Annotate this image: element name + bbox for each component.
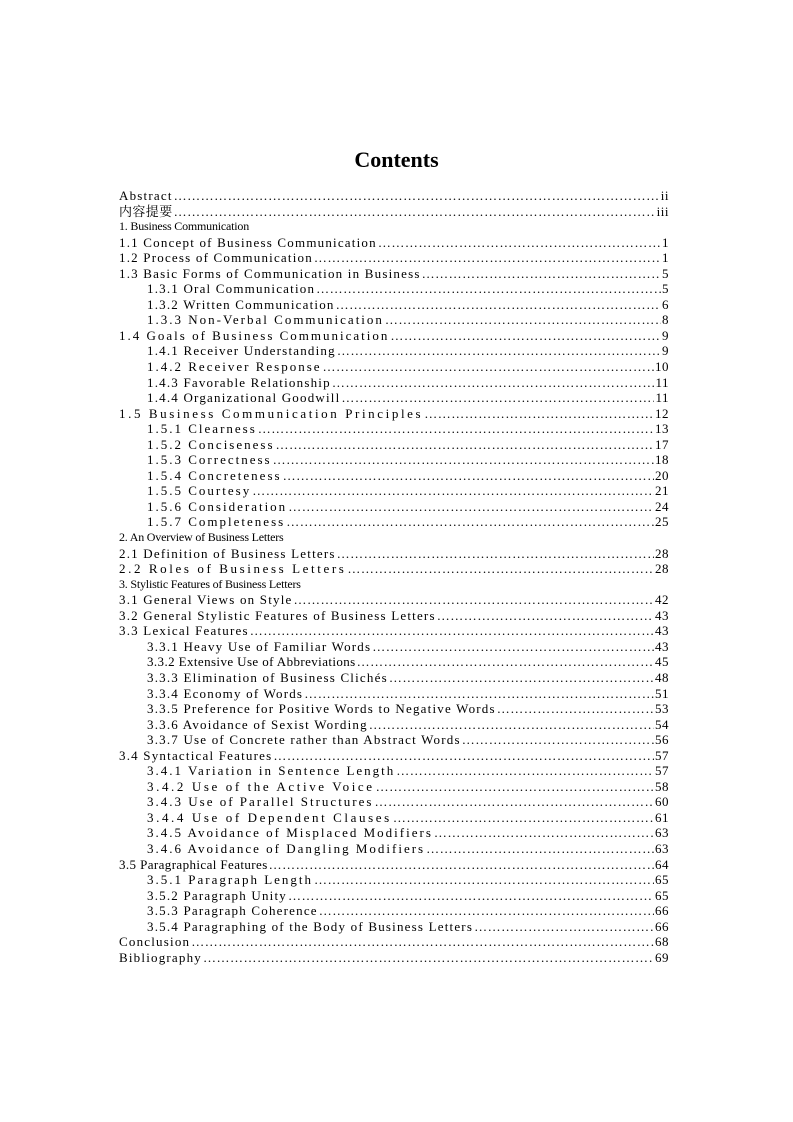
toc-entry-label: 1.4.4 Organizational Goodwill — [147, 390, 341, 406]
toc-entry-page: 25 — [655, 514, 669, 530]
toc-entry-page: 63 — [655, 825, 669, 841]
toc-entry-page: 5 — [662, 281, 669, 297]
toc-entry-page: 66 — [655, 918, 669, 934]
toc-entry-3-3-6[interactable] — [119, 717, 669, 733]
toc-entry-1-1[interactable] — [119, 235, 669, 251]
dot-leader — [323, 359, 654, 375]
toc-entry-label: 2.1 Definition of Business Letters — [119, 545, 336, 561]
toc-entry-3-4-6[interactable] — [119, 841, 669, 857]
toc-entry-label: 1.4.1 Receiver Understanding — [147, 343, 336, 359]
toc-entry-page: 9 — [662, 327, 669, 343]
dot-leader — [174, 204, 656, 220]
chapter-heading-1[interactable]: 1. Business Communication — [119, 219, 250, 234]
toc-entry-label: 1.5.7 Completeness — [147, 514, 286, 530]
toc-entry-1-4-3[interactable] — [119, 375, 669, 391]
toc-entry-label: 3.3.1 Heavy Use of Familiar Words — [147, 638, 372, 654]
page-title: Contents — [354, 147, 439, 172]
toc-entry-page: 17 — [655, 436, 669, 452]
toc-entry-label: 3.4 Syntactical Features — [119, 747, 273, 763]
toc-entry-page: 61 — [655, 809, 669, 825]
dot-leader — [283, 468, 654, 484]
dot-leader — [422, 266, 661, 282]
toc-entry-page: 1 — [662, 250, 669, 266]
dot-leader — [390, 328, 661, 344]
toc-entry-3-5-4[interactable] — [119, 919, 669, 935]
toc-entry-label: 3.5 Paragraphical Features — [119, 856, 268, 872]
toc-entry-3-3-4[interactable] — [119, 686, 669, 702]
toc-entry-label: 3.5.3 Paragraph Coherence — [147, 903, 318, 919]
toc-entry-label: 1.5.5 Courtesy — [147, 483, 252, 499]
toc-entry-label: Conclusion — [119, 934, 191, 950]
toc-entry-page: 42 — [655, 592, 669, 608]
dot-leader — [319, 903, 654, 919]
dot-leader — [341, 390, 654, 406]
toc-entry-3-3[interactable] — [119, 623, 669, 639]
toc-entry-page: 10 — [655, 359, 669, 375]
toc-entry-1-4-4[interactable] — [119, 390, 669, 406]
toc-entry-label: 2.2 Roles of Business Letters — [119, 561, 347, 577]
dot-leader — [273, 452, 654, 468]
toc-entry-3-4-3[interactable] — [119, 794, 669, 810]
toc-entry-label: 1.4 Goals of Business Communication — [119, 327, 390, 343]
dot-leader — [286, 514, 654, 530]
toc-entry-label: 3.4.2 Use of the Active Voice — [147, 778, 375, 794]
toc-entry-3-4-5[interactable] — [119, 825, 669, 841]
toc-entry-page: 6 — [662, 296, 669, 312]
toc-entry-page: 21 — [655, 483, 669, 499]
toc-entry-label: 3.1 General Views on Style — [119, 592, 293, 608]
toc-entry-label: 3.3.6 Avoidance of Sexist Wording — [147, 716, 368, 732]
toc-entry-page: 68 — [655, 934, 669, 950]
toc-entry-3-4-2[interactable] — [119, 779, 669, 795]
dot-leader — [203, 950, 654, 966]
toc-entry-label: Abstract — [119, 188, 173, 203]
toc-entry-bibliography[interactable] — [119, 950, 669, 966]
toc-entry-page: 20 — [655, 467, 669, 483]
dot-leader — [474, 919, 654, 935]
toc-entry-page: 64 — [655, 856, 669, 872]
toc-entry-3-4-4[interactable] — [119, 810, 669, 826]
toc-entry-page: 54 — [655, 716, 669, 732]
toc-entry-label: 3.5.1 Paragraph Length — [147, 872, 314, 888]
toc-entry-3-4-1[interactable] — [119, 763, 669, 779]
chapter-heading-2[interactable]: 2. An Overview of Business Letters — [119, 530, 284, 545]
toc-entry-1-5[interactable] — [119, 406, 669, 422]
toc-entry-abstract[interactable] — [119, 188, 669, 204]
toc-entry-label: 内容提要 — [119, 203, 173, 219]
toc-entry-label: 1.4.2 Receiver Response — [147, 359, 322, 375]
toc-entry-page: 9 — [662, 343, 669, 359]
toc-entry-page: 56 — [655, 732, 669, 748]
toc-entry-page: 69 — [655, 949, 669, 965]
toc-entry-1-3[interactable] — [119, 266, 669, 282]
toc-entry-1-5-7[interactable] — [119, 514, 669, 530]
toc-entry-page: 60 — [655, 794, 669, 810]
dot-leader — [437, 608, 654, 624]
dot-leader — [273, 748, 654, 764]
dot-leader — [314, 250, 661, 266]
toc-entry-1-4[interactable] — [119, 328, 669, 344]
toc-entry-label: 1.3.1 Oral Communication — [147, 281, 316, 297]
toc-entry-label: 1.5.6 Consideration — [147, 498, 288, 514]
toc-entry-label: 1.2 Process of Communication — [119, 250, 313, 266]
toc-entry-1-5-5[interactable] — [119, 483, 669, 499]
dot-leader — [337, 546, 654, 562]
dot-leader — [389, 670, 654, 686]
toc-entry-2-2[interactable] — [119, 561, 669, 577]
dot-leader — [174, 188, 660, 204]
dot-leader — [316, 281, 661, 297]
toc-entry-1-4-1[interactable] — [119, 343, 669, 359]
toc-entry-3-3-3[interactable] — [119, 670, 669, 686]
dot-leader — [372, 639, 654, 655]
toc-entry-label: 3.5.4 Paragraphing of the Body of Business Letters — [147, 918, 474, 934]
toc-entry-3-3-7[interactable] — [119, 732, 669, 748]
toc-entry-page: 24 — [655, 498, 669, 514]
toc-entry-3-5-2[interactable] — [119, 888, 669, 904]
toc-entry-page: 8 — [662, 312, 669, 328]
toc-entry-label: 1.1 Concept of Business Communication — [119, 234, 377, 250]
toc-entry-page: 63 — [655, 840, 669, 856]
toc-entry-label: 3.3.3 Elimination of Business Clichés — [147, 669, 388, 685]
dot-leader — [191, 934, 654, 950]
dot-leader — [434, 825, 654, 841]
toc-entry-1-3-1[interactable] — [119, 281, 669, 297]
toc-entry-label: 1.3.2 Written Communication — [147, 296, 335, 312]
table-of-contents — [119, 188, 669, 965]
toc-entry-page: 43 — [655, 607, 669, 623]
toc-entry-label: 3.4.6 Avoidance of Dangling Modifiers — [147, 840, 426, 856]
dot-leader — [337, 343, 661, 359]
toc-entry-label: 3.5.2 Paragraph Unity — [147, 887, 288, 903]
toc-entry-label: 3.3.4 Economy of Words — [147, 685, 304, 701]
toc-entry-2-1[interactable] — [119, 546, 669, 562]
dot-leader — [378, 235, 661, 251]
dot-leader — [374, 794, 654, 810]
dot-leader — [336, 297, 661, 313]
toc-entry-1-5-2[interactable] — [119, 437, 669, 453]
toc-entry-page: 43 — [655, 638, 669, 654]
toc-entry-3-1[interactable] — [119, 592, 669, 608]
toc-entry-label: 1.4.3 Favorable Relationship — [147, 374, 331, 390]
toc-entry-page: iii — [656, 203, 669, 219]
toc-entry-1-4-2[interactable] — [119, 359, 669, 375]
toc-entry-label: 3.4.4 Use of Dependent Clauses — [147, 809, 392, 825]
dot-leader — [294, 592, 654, 608]
toc-entry-1-2[interactable] — [119, 250, 669, 266]
toc-entry-label: 3.3.2 Extensive Use of Abbreviations — [147, 654, 356, 670]
toc-entry-page: 28 — [655, 561, 669, 577]
dot-leader — [252, 483, 654, 499]
dot-leader — [304, 686, 654, 702]
dot-leader — [314, 872, 654, 888]
toc-entry-label: 1.3.3 Non-Verbal Communication — [147, 312, 384, 328]
toc-entry-label: 1.5.3 Correctness — [147, 452, 272, 468]
toc-entry-label: 1.5.4 Concreteness — [147, 467, 282, 483]
toc-entry-conclusion[interactable] — [119, 934, 669, 950]
toc-entry-1-5-6[interactable] — [119, 499, 669, 515]
toc-entry-3-3-5[interactable] — [119, 701, 669, 717]
dot-leader — [288, 499, 654, 515]
dot-leader — [269, 857, 654, 873]
dot-leader — [462, 732, 654, 748]
toc-entry-1-3-3[interactable] — [119, 312, 669, 328]
toc-entry-page: 51 — [655, 685, 669, 701]
dot-leader — [332, 375, 655, 391]
dot-leader — [426, 841, 654, 857]
toc-entry-3-4[interactable] — [119, 748, 669, 764]
dot-leader — [357, 654, 654, 670]
toc-entry-page: 66 — [655, 903, 669, 919]
toc-entry-page: 12 — [655, 405, 669, 421]
toc-entry-label: 1.5 Business Communication Principles — [119, 405, 424, 421]
dot-leader — [497, 701, 654, 717]
toc-entry-label: Bibliography — [119, 949, 203, 965]
toc-entry-page: 28 — [655, 545, 669, 561]
chapter-heading-3[interactable]: 3. Stylistic Features of Business Letters — [119, 576, 301, 591]
toc-entry-label: 3.4.5 Avoidance of Misplaced Modifiers — [147, 825, 433, 841]
dot-leader — [250, 623, 654, 639]
dot-leader — [376, 779, 654, 795]
toc-entry-3-5[interactable] — [119, 857, 669, 873]
toc-entry-chinese-abstract[interactable] — [119, 204, 669, 220]
toc-entry-3-5-3[interactable] — [119, 903, 669, 919]
toc-entry-label: 1.3 Basic Forms of Communication in Business — [119, 265, 421, 281]
toc-entry-page: 45 — [655, 654, 669, 670]
toc-entry-label: 3.3.5 Preference for Positive Words to Negative Words — [147, 701, 496, 717]
toc-entry-page: ii — [660, 188, 669, 203]
toc-entry-1-3-2[interactable] — [119, 297, 669, 313]
toc-entry-page: 5 — [662, 265, 669, 281]
toc-entry-page: 48 — [655, 669, 669, 685]
toc-entry-3-3-2[interactable] — [119, 654, 669, 670]
toc-entry-label: 3.4.1 Variation in Sentence Length — [147, 763, 396, 779]
dot-leader — [424, 406, 654, 422]
toc-entry-1-5-3[interactable] — [119, 452, 669, 468]
toc-entry-page: 18 — [655, 452, 669, 468]
toc-entry-page: 1 — [662, 234, 669, 250]
toc-entry-page: 65 — [655, 887, 669, 903]
dot-leader — [393, 810, 654, 826]
toc-entry-3-3-1[interactable] — [119, 639, 669, 655]
toc-entry-page: 43 — [655, 623, 669, 639]
toc-entry-1-5-1[interactable] — [119, 421, 669, 437]
toc-entry-page: 13 — [655, 421, 669, 437]
toc-entry-1-5-4[interactable] — [119, 468, 669, 484]
dot-leader — [258, 421, 654, 437]
toc-entry-label: 3.2 General Stylistic Features of Business Letters — [119, 607, 436, 623]
toc-entry-page: 57 — [655, 763, 669, 779]
toc-entry-page: 11 — [655, 390, 669, 406]
toc-entry-3-2[interactable] — [119, 608, 669, 624]
toc-entry-label: 3.4.3 Use of Parallel Structures — [147, 794, 374, 810]
toc-entry-page: 65 — [655, 872, 669, 888]
toc-entry-label: 1.5.1 Clearness — [147, 421, 257, 437]
dot-leader — [385, 312, 661, 328]
toc-entry-page: 57 — [655, 747, 669, 763]
toc-entry-label: 3.3.7 Use of Concrete rather than Abstract Words — [147, 732, 461, 748]
dot-leader — [347, 561, 654, 577]
dot-leader — [396, 763, 654, 779]
toc-entry-3-5-1[interactable] — [119, 872, 669, 888]
dot-leader — [276, 437, 654, 453]
toc-entry-page: 58 — [655, 778, 669, 794]
toc-entry-label: 1.5.2 Conciseness — [147, 436, 275, 452]
dot-leader — [288, 888, 654, 904]
toc-entry-label: 3.3 Lexical Features — [119, 623, 249, 639]
toc-entry-page: 11 — [655, 374, 669, 390]
toc-entry-page: 53 — [655, 701, 669, 717]
dot-leader — [369, 717, 654, 733]
